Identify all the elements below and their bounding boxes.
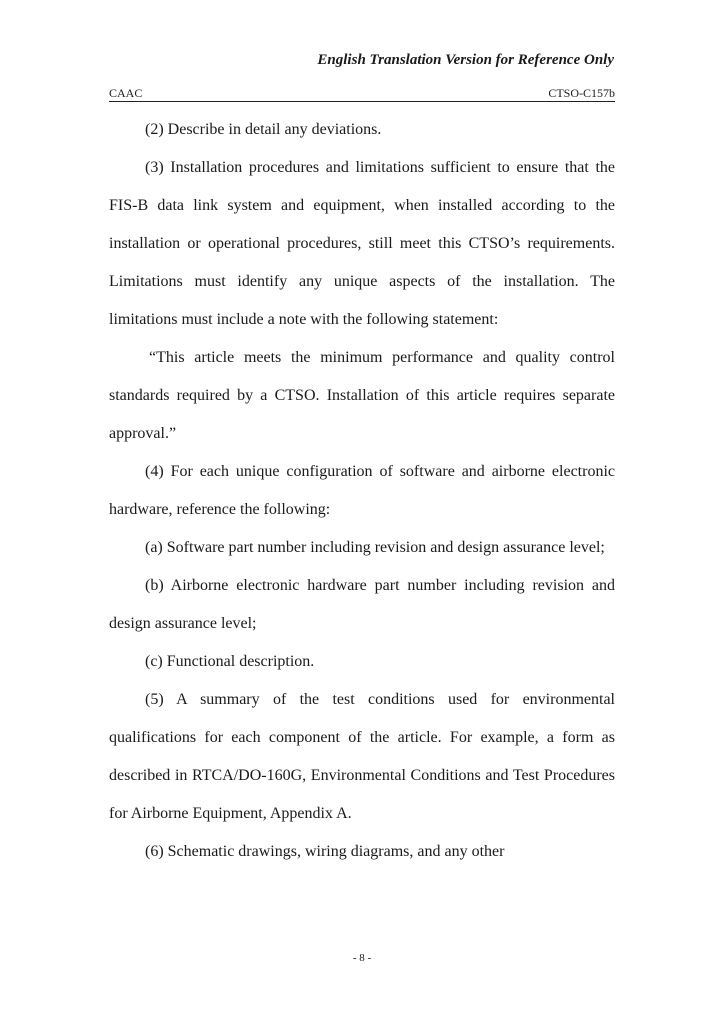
paragraph-functional-description: (c) Functional description.: [145, 653, 315, 670]
paragraph-schematic-drawings: (6) Schematic drawings, wiring diagrams, and any other: [145, 843, 505, 860]
paragraph-installation-procedures: (3) Installation procedures and limitations sufficient to ensure that the FIS-B data link system and equipment, when installed according to the installation or operational procedures, still meet this CTSO’s requirements. Limitations must identify any unique aspects of the installation. The limitations must include a note with the following statement:: [109, 159, 615, 328]
page-number: - 8 -: [352, 952, 372, 964]
paragraph-hardware-part: (b) Airborne electronic hardware part number including revision and design assurance level;: [109, 577, 615, 632]
paragraph-deviations: (2) Describe in detail any deviations.: [145, 121, 382, 138]
header-org: CAAC: [109, 86, 143, 100]
paragraph-configuration: (4) For each unique configuration of software and airborne electronic hardware, reference the following:: [109, 463, 615, 518]
paragraph-software-part: (a) Software part number including revision and design assurance level;: [145, 539, 605, 556]
translation-banner: English Translation Version for Reference Only: [317, 52, 614, 68]
header-doc-id: CTSO-C157b: [548, 86, 615, 100]
document-body: [109, 111, 615, 871]
paragraph-required-statement: “This article meets the minimum performance and quality control standards required by a CTSO. Installation of this article requires separate approval.”: [109, 349, 615, 442]
header-rule: [109, 101, 615, 102]
paragraph-test-conditions: (5) A summary of the test conditions used for environmental qualifications for each component of the article. For example, a form as described in RTCA/DO-160G, Environmental Conditions and Test Procedures for Airborne Equipment, Appendix A.: [109, 691, 615, 822]
